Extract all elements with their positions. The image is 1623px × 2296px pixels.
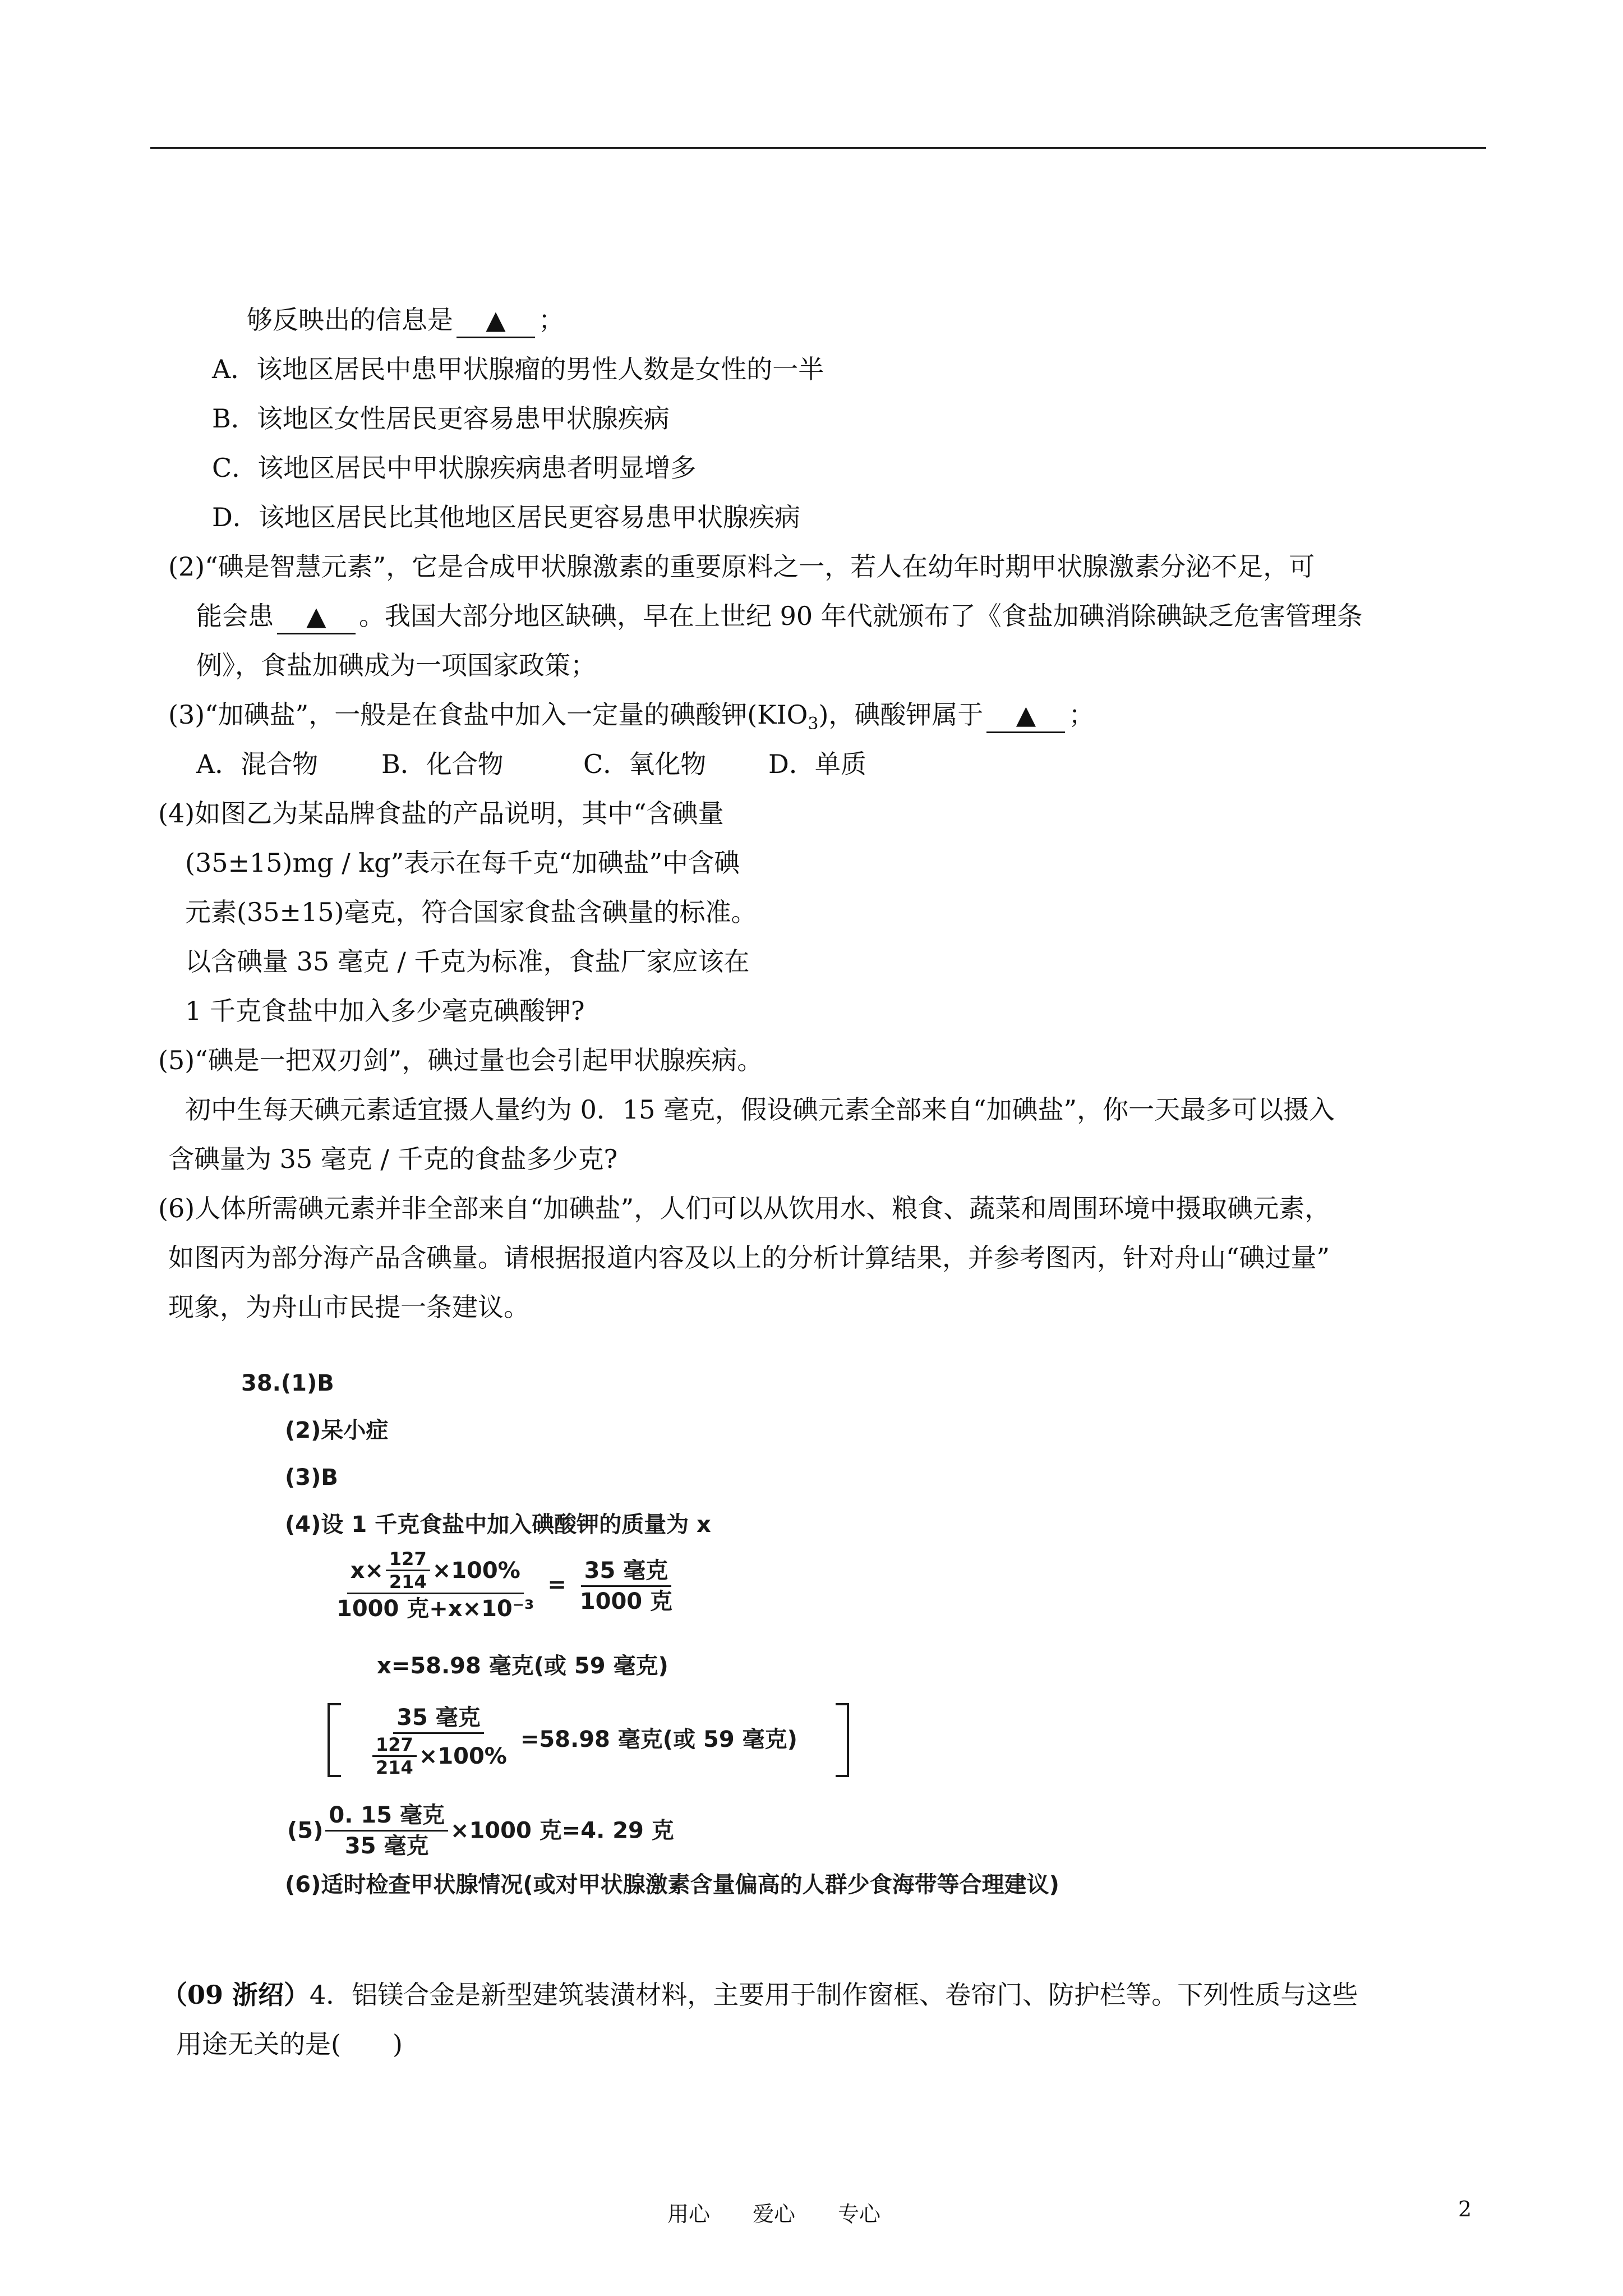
p4-line3: 元素(35±15)毫克，符合国家食盐含碘量的标准。	[185, 897, 757, 927]
p3-subscript: 3	[808, 714, 819, 734]
footer-motto: 用心 爱心 专心	[667, 2202, 881, 2226]
alt-fraction	[367, 1703, 510, 1778]
q4-line1	[162, 1978, 1358, 2012]
lhs-denominator: 1000 克+x×10⁻³	[336, 1596, 534, 1622]
a5-prefix: (5)	[287, 1818, 324, 1844]
triangle-icon: ▲	[1016, 700, 1036, 730]
q37-part2-line1: (2)“碘是智慧元素”，它是合成甲状腺激素的重要原料之一，若人在幼年时期甲状腺激素分泌不足，可	[168, 551, 1315, 582]
x-result: x=58.98 毫克(或 59 毫克)	[377, 1653, 668, 1679]
header-rule	[150, 147, 1486, 149]
p3-option-b: B．化合物	[381, 749, 504, 779]
equation-lhs	[333, 1548, 537, 1623]
option-c: C．该地区居民中甲状腺疾病患者明显增多	[212, 453, 697, 483]
option-a: A．该地区居民中患甲状腺瘤的男性人数是女性的一半	[212, 354, 824, 384]
q4-text: 4．铝镁合金是新型建筑装潢材料，主要用于制作窗框、卷帘门、防护栏等。下列性质与这些	[310, 1980, 1358, 2010]
p4-line1: (4)如图乙为某品牌食盐的产品说明，其中“含碘量	[158, 798, 724, 829]
ratio-num: 127	[386, 1548, 430, 1571]
rhs-numerator: 35 毫克	[581, 1556, 672, 1587]
answer-blank	[457, 303, 535, 338]
p3-text-b: )，碘酸钾属于	[818, 700, 984, 730]
q37-lead: 够反映出的信息是	[247, 305, 453, 335]
p4-line4: 以含碘量 35 毫克 / 千克为标准，食盐厂家应该在	[185, 946, 750, 977]
p6-line2: 如图丙为部分海产品含碘量。请根据报道内容及以上的分析计算结果，并参考图丙，针对舟山“碘过量”	[168, 1243, 1330, 1273]
alt-result: =58.98 毫克(或 59 毫克)	[520, 1727, 797, 1752]
alt-equation	[365, 1703, 797, 1778]
answer-4: (4)设 1 千克食盐中加入碘酸钾的质量为 x	[285, 1512, 711, 1538]
answer-blank	[986, 698, 1065, 733]
equation-main	[331, 1548, 678, 1623]
percent-term: ×100%	[432, 1557, 520, 1584]
semicolon: ；	[1068, 700, 1095, 730]
equation-rhs	[577, 1556, 676, 1616]
alt-numerator: 35 毫克	[393, 1703, 484, 1734]
answer-blank	[277, 599, 356, 634]
p3-text-a: (3)“加碘盐”，一般是在食盐中加入一定量的碘酸钾(KIO	[168, 700, 808, 730]
option-d: D．该地区居民比其他地区居民更容易患甲状腺疾病	[212, 502, 800, 532]
p4-line5: 1 千克食盐中加入多少毫克碘酸钾?	[185, 996, 585, 1026]
answer-3: (3)B	[285, 1465, 338, 1490]
triangle-icon: ▲	[486, 305, 506, 335]
alt-denominator	[367, 1734, 510, 1778]
left-bracket	[328, 1703, 341, 1777]
a5-denominator: 35 毫克	[344, 1833, 429, 1859]
p5-line2: 初中生每天碘元素适宜摄人量约为 0．15 毫克，假设碘元素全部来自“加碘盐”，你一天最多可以摄入	[185, 1094, 1335, 1125]
p3-option-d: D．单质	[768, 749, 866, 779]
p4-line2: (35±15)mg / kg”表示在每千克“加碘盐”中含碘	[185, 848, 740, 878]
page-number: 2	[1458, 2197, 1472, 2221]
p3-option-a: A．混合物	[196, 749, 319, 779]
answer-2: (2)呆小症	[285, 1418, 389, 1443]
q37-part2-line3: 例》，食盐加碘成为一项国家政策；	[196, 650, 596, 680]
alt-ratio-den: 214	[376, 1757, 413, 1778]
p5-line3: 含碘量为 35 毫克 / 千克的食盐多少克?	[168, 1144, 618, 1174]
x-term: x×	[350, 1557, 384, 1584]
rhs-denominator: 1000 克	[579, 1588, 673, 1614]
p5-line1: (5)“碘是一把双刃剑”，碘过量也会引起甲状腺疾病。	[158, 1045, 763, 1075]
p6-line3: 现象，为舟山市民提一条建议。	[168, 1292, 529, 1322]
triangle-icon: ▲	[306, 601, 326, 631]
q37-lead-line	[247, 303, 564, 338]
p6-line1: (6)人体所需碘元素并非全部来自“加碘盐”，人们可以从饮用水、粮食、蔬菜和周围环境中摄取碘元素，	[158, 1193, 1331, 1223]
equals-sign: =	[547, 1572, 566, 1598]
p2-text-b: 。我国大部分地区缺碘，早在上世纪 90 年代就颁布了《食盐加碘消除碘缺乏危害管理条	[359, 601, 1363, 631]
alt-ratio-num: 127	[372, 1734, 417, 1757]
semicolon: ；	[538, 305, 564, 335]
a5-result: ×1000 克=4. 29 克	[450, 1818, 674, 1844]
answer-5	[287, 1801, 674, 1861]
lhs-numerator	[347, 1548, 524, 1594]
ratio-den: 214	[389, 1571, 427, 1593]
a5-numerator: 0. 15 毫克	[325, 1801, 448, 1832]
q4-source: （09 浙绍）	[162, 1980, 310, 2010]
answer-6: (6)适时检查甲状腺情况(或对甲状腺激素含量偏高的人群少食海带等合理建议)	[285, 1872, 1059, 1898]
alt-percent: ×100%	[418, 1743, 507, 1769]
answer-1: 38.(1)B	[241, 1370, 334, 1396]
q4-line2: 用途无关的是( )	[176, 2029, 403, 2059]
ratio-127-214	[386, 1548, 430, 1593]
p2-text-a: 能会患	[196, 601, 274, 631]
a5-fraction	[325, 1801, 448, 1861]
alt-ratio	[372, 1734, 417, 1778]
q37-part2-line2	[196, 599, 1363, 634]
right-bracket	[836, 1703, 849, 1777]
option-b: B．该地区女性居民更容易患甲状腺疾病	[212, 403, 670, 434]
p3-option-c: C．氧化物	[583, 749, 707, 779]
q37-part3	[168, 698, 1094, 741]
